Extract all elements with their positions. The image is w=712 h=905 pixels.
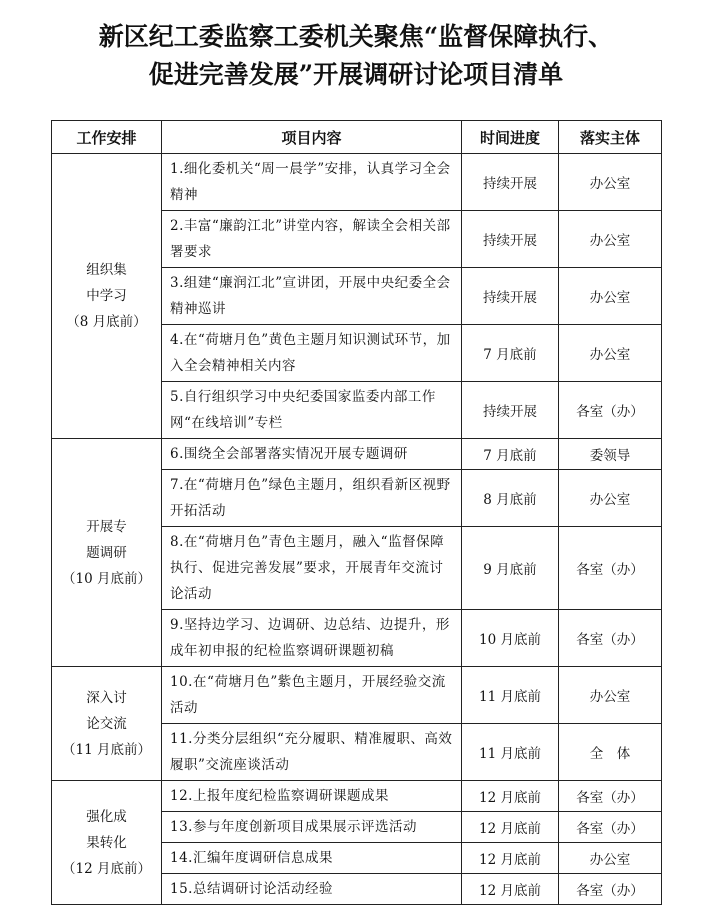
content-cell: 4.在“荷塘月色”黄色主题月知识测试环节，加入全会精神相关内容 xyxy=(162,325,462,382)
phase-deadline: （10 月底前） xyxy=(62,570,151,587)
phase-line: 深入讨 xyxy=(86,689,127,706)
header-phase: 工作安排 xyxy=(52,121,162,154)
table-row xyxy=(52,667,662,724)
table-header-row xyxy=(52,121,662,154)
owner-cell: 各室（办） xyxy=(559,610,662,667)
table-row xyxy=(52,439,662,470)
content-cell: 6.围绕全会部署落实情况开展专题调研 xyxy=(162,439,462,470)
owner-cell: 委领导 xyxy=(559,439,662,470)
content-cell: 15.总结调研讨论活动经验 xyxy=(162,874,462,905)
document-title xyxy=(20,18,692,94)
content-cell: 3.组建“廉润江北”宣讲团，开展中央纪委全会精神巡讲 xyxy=(162,268,462,325)
time-cell: 7 月底前 xyxy=(462,439,559,470)
phase-line: 果转化 xyxy=(86,834,127,851)
owner-cell: 办公室 xyxy=(559,211,662,268)
content-cell: 12.上报年度纪检监察调研课题成果 xyxy=(162,781,462,812)
content-cell: 14.汇编年度调研信息成果 xyxy=(162,843,462,874)
phase-deadline: （12 月底前） xyxy=(62,860,151,877)
content-cell: 5.自行组织学习中央纪委国家监委内部工作网“在线培训”专栏 xyxy=(162,382,462,439)
time-cell: 持续开展 xyxy=(462,382,559,439)
header-time: 时间进度 xyxy=(462,121,559,154)
phase-line: 强化成 xyxy=(86,808,127,825)
phase-cell xyxy=(52,667,162,781)
time-cell: 持续开展 xyxy=(462,211,559,268)
time-cell: 12 月底前 xyxy=(462,874,559,905)
owner-cell: 各室（办） xyxy=(559,527,662,610)
time-cell: 8 月底前 xyxy=(462,470,559,527)
content-cell: 13.参与年度创新项目成果展示评选活动 xyxy=(162,812,462,843)
phase-deadline: （8 月底前） xyxy=(66,314,147,330)
phase-line: 题调研 xyxy=(86,544,127,561)
title-line-2: 促进完善发展”开展调研讨论项目清单 xyxy=(148,60,564,89)
owner-cell: 办公室 xyxy=(559,268,662,325)
table-row xyxy=(52,154,662,211)
phase-line: 开展专 xyxy=(86,518,127,535)
header-content: 项目内容 xyxy=(162,121,462,154)
owner-cell: 各室（办） xyxy=(559,781,662,812)
time-cell: 10 月底前 xyxy=(462,610,559,667)
owner-cell: 各室（办） xyxy=(559,874,662,905)
phase-line: 中学习 xyxy=(86,288,127,304)
content-cell: 2.丰富“廉韵江北”讲堂内容，解读全会相关部署要求 xyxy=(162,211,462,268)
phase-cell xyxy=(52,154,162,439)
owner-cell: 办公室 xyxy=(559,470,662,527)
time-cell: 7 月底前 xyxy=(462,325,559,382)
phase-deadline: （11 月底前） xyxy=(62,741,151,758)
phase-cell xyxy=(52,781,162,905)
content-cell: 9.坚持边学习、边调研、边总结、边提升，形成年初申报的纪检监察调研课题初稿 xyxy=(162,610,462,667)
time-cell: 9 月底前 xyxy=(462,527,559,610)
owner-cell: 办公室 xyxy=(559,843,662,874)
time-cell: 持续开展 xyxy=(462,154,559,211)
title-line-1: 新区纪工委监察工委机关聚焦“监督保障执行、 xyxy=(98,22,614,51)
time-cell: 12 月底前 xyxy=(462,843,559,874)
phase-cell xyxy=(52,439,162,667)
content-cell: 8.在“荷塘月色”青色主题月，融入“监督保障执行、促进完善发展”要求，开展青年交流讨论活动 xyxy=(162,527,462,610)
project-list-table xyxy=(51,120,662,905)
owner-cell: 全 体 xyxy=(559,724,662,781)
time-cell: 12 月底前 xyxy=(462,781,559,812)
table-row xyxy=(52,781,662,812)
time-cell: 12 月底前 xyxy=(462,812,559,843)
content-cell: 10.在“荷塘月色”紫色主题月，开展经验交流活动 xyxy=(162,667,462,724)
header-owner: 落实主体 xyxy=(559,121,662,154)
time-cell: 持续开展 xyxy=(462,268,559,325)
phase-line: 组织集 xyxy=(86,262,127,278)
content-cell: 11.分类分层组织“充分履职、精准履职、高效履职”交流座谈活动 xyxy=(162,724,462,781)
content-cell: 7.在“荷塘月色”绿色主题月，组织看新区视野开拓活动 xyxy=(162,470,462,527)
owner-cell: 办公室 xyxy=(559,154,662,211)
time-cell: 11 月底前 xyxy=(462,667,559,724)
time-cell: 11 月底前 xyxy=(462,724,559,781)
phase-line: 论交流 xyxy=(86,715,127,732)
owner-cell: 各室（办） xyxy=(559,382,662,439)
owner-cell: 办公室 xyxy=(559,667,662,724)
owner-cell: 各室（办） xyxy=(559,812,662,843)
owner-cell: 办公室 xyxy=(559,325,662,382)
content-cell: 1.细化委机关“周一晨学”安排，认真学习全会精神 xyxy=(162,154,462,211)
